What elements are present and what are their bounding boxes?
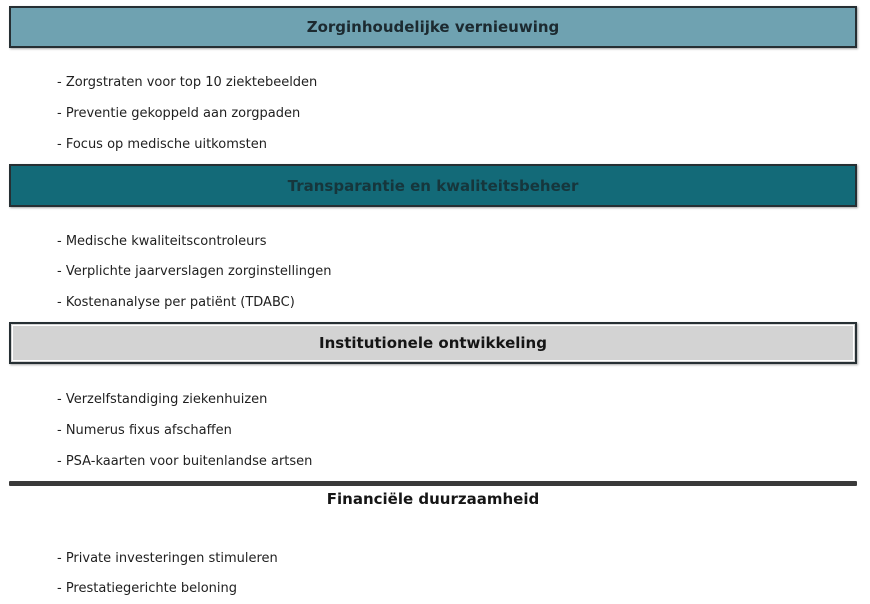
list-item: - Private investeringen stimuleren: [57, 551, 278, 566]
list-item: - Verplichte jaarverslagen zorginstellingen: [57, 264, 332, 279]
list-item: - Preventie gekoppeld aan zorgpaden: [57, 106, 301, 121]
list-item: - Prestatiegerichte beloning: [57, 581, 238, 596]
list-item: - Verzelfstandiging ziekenhuizen: [57, 392, 268, 407]
section-header-zorginhoudelijke-vernieuwing: [9, 6, 857, 48]
list-item: - Medische kwaliteitscontroleurs: [57, 234, 267, 249]
list-item: - Focus op medische uitkomsten: [57, 137, 267, 152]
section-title: Institutionele ontwikkeling: [319, 334, 547, 352]
list-item: - Kostenanalyse per patiënt (TDABC): [57, 295, 295, 310]
list-item: - PSA-kaarten voor buitenlandse artsen: [57, 454, 313, 469]
section-divider-bar: [9, 481, 857, 486]
section-title: Transparantie en kwaliteitsbeheer: [287, 176, 579, 195]
section-title: Financiële duurzaamheid: [326, 490, 540, 508]
section-header-financiele-duurzaamheid: [9, 490, 857, 508]
list-item: - Numerus fixus afschaffen: [57, 423, 232, 438]
section-title: Zorginhoudelijke vernieuwing: [306, 18, 560, 36]
section-header-institutionele-ontwikkeling: [9, 322, 857, 364]
section-header-transparantie: [9, 164, 857, 207]
list-item: - Zorgstraten voor top 10 ziektebeelden: [57, 75, 318, 90]
